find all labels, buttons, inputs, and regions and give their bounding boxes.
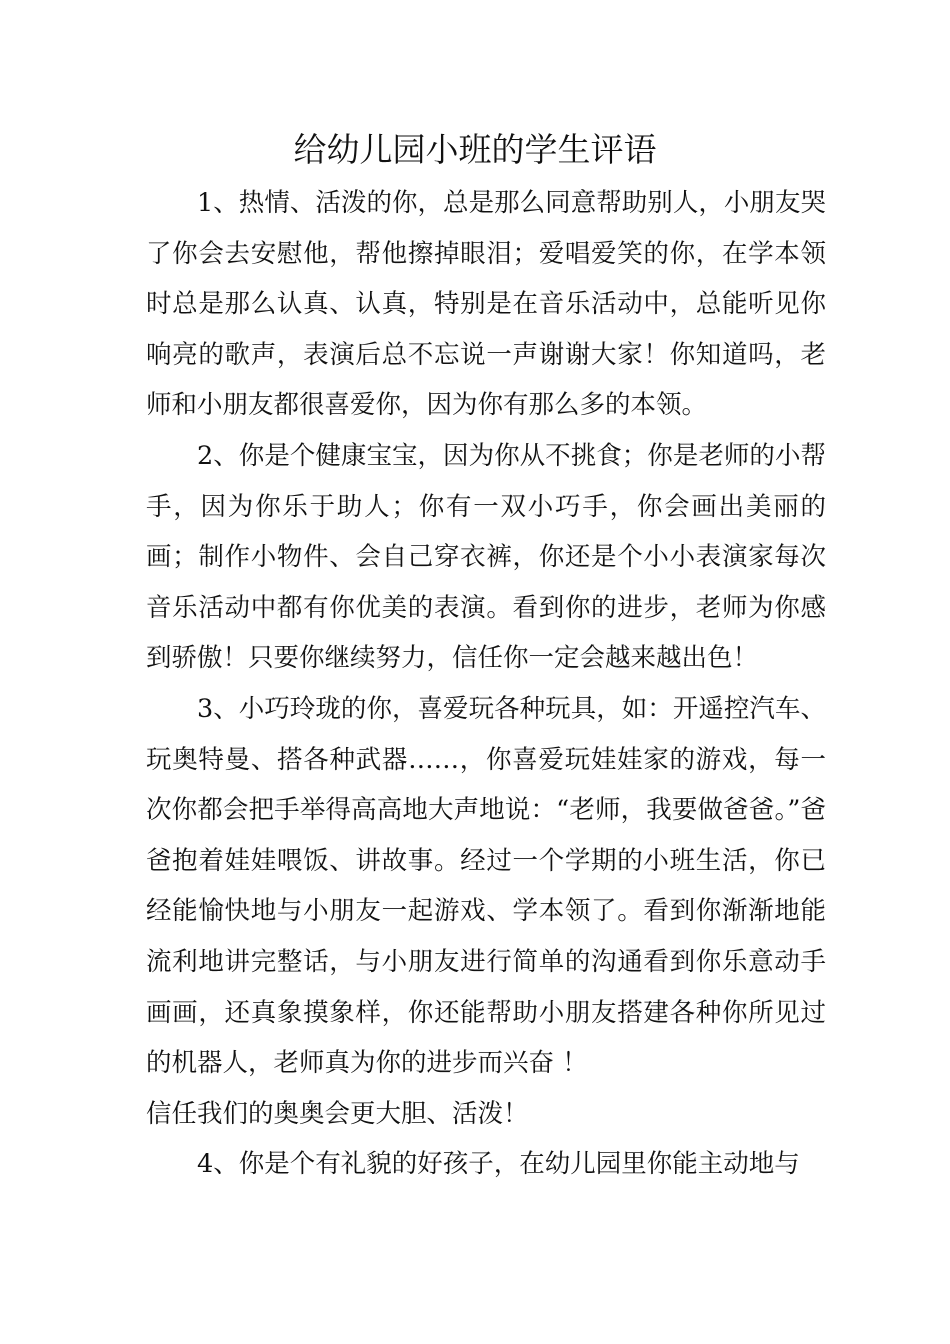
document-body — [146, 178, 826, 1190]
paragraph-3: 3、小巧玲珑的你，喜爱玩各种玩具，如：开遥控汽车、玩奥特曼、搭各种武器……，你喜爱玩娃娃家的游戏，每一次你都会把手举得高高地大声地说：“老师，我要做爸爸。”爸爸抱着娃娃喂饭、讲故事。经过一个学期的小班生活，你已经能愉快地与小朋友一起游戏、学本领了。看到你渐渐地能流利地讲完整话，与小朋友进行简单的沟通看到你乐意动手画画，还真象摸象样，你还能帮助小朋友搭建各种你所见过的机器人，老师真为你的进步而兴奋 ！ — [146, 693, 826, 1079]
paragraph-4: 4、你是个有礼貌的好孩子，在幼儿园里你能主动地与 — [197, 1149, 800, 1180]
paragraph-2: 2、你是个健康宝宝，因为你从不挑食；你是老师的小帮手，因为你乐于助人；你有一双小巧手，你会画出美丽的画；制作小物件、会自己穿衣裤，你还是个小小表演家每次音乐活动中都有你优美的表演。看到你的进步，老师为你感到骄傲！只要你继续努力，信任你一定会越来越出色！ — [146, 440, 826, 674]
paragraph-1: 1、热情、活泼的你，总是那么同意帮助别人，小朋友哭了你会去安慰他，帮他擦掉眼泪；爱唱爱笑的你，在学本领时总是那么认真、认真，特别是在音乐活动中，总能听见你响亮的歌声，表演后总不忘说一声谢谢大家！你知道吗，老师和小朋友都很喜爱你，因为你有那么多的本领。 — [146, 188, 826, 421]
document-title: 给幼儿园小班的学生评语 — [293, 130, 657, 169]
paragraph-3-closing: 信任我们的奥奥会更大胆、活泼！ — [146, 1098, 529, 1129]
